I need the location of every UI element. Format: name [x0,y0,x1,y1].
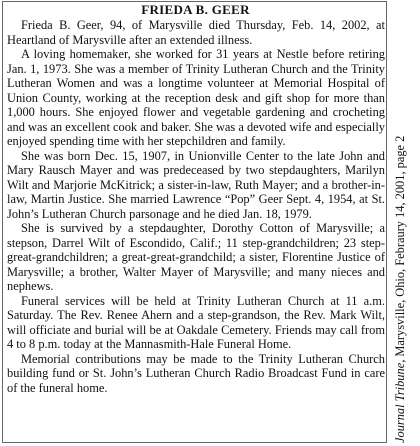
source-citation [393,3,407,443]
paragraph-memorial-contributions: Memorial contributions may be made to the Trinity Lutheran Church building fund or St. John’s Lutheran Church Radio Broadcast Fund in care of the funeral home. [7,351,385,395]
obituary-body [7,18,385,395]
paragraph-death-notice: Frieda B. Geer, 94, of Marysville died Thursday, Feb. 14, 2002, at Heartland of Marysville after an extended illness. [7,18,385,47]
obituary-headline: FRIEDA B. GEER [141,2,250,17]
paragraph-life-summary: A loving homemaker, she worked for 31 years at Nestle before retiring Jan. 1, 1973. She was a member of Trinity Lutheran Church and the Trinity Lutheran Women and was a longtime volunteer at Memorial Hospital of Union County, working at the reception desk and gift shop for more than 1,000 hours. She enjoyed flower and vegetable gardening and crocheting and was an excellent cook and baker. She was a devoted wife and especially enjoyed spending time with her stepchildren and family. [7,47,385,148]
paragraph-survivors: She is survived by a stepdaughter, Dorothy Cotton of Marysville; a stepson, Darrel Wilt of Escondido, Calif.; 11 step-grandchildren; 23 step-great-grandchildren; a great-great-grandchild; a sister, Florentine Justice of Marysville; a brother, Walter Mayer of Marysville; and many nieces and nephews. [7,221,385,293]
obituary-clipping [2,1,387,443]
paragraph-funeral-services: Funeral services will be held at Trinity Lutheran Church at 11 a.m. Saturday. The Rev. Renee Ahern and a step-grandson, the Rev. Mark Wilt, will officiate and burial will be at Oakdale Cemetery. Friends may call from 4 to 8 p.m. today at the Mannasmith-Hale Funeral Home. [7,293,385,351]
source-publication: Journal Tribune [393,362,407,443]
source-details: , Marysville, Ohio, Febraury 14, 2001, page 2 [393,135,407,363]
paragraph-birth-family: She was born Dec. 15, 1907, in Unionville Center to the late John and Mary Rausch Mayer and was predeceased by two stepdaughters, Marilyn Wilt and Marjorie McKitrick; a sister-in-law, Ruth Mayer; and a brother-in-law, Martin Justice. She married Lawrence “Pop” Geer Sept. 4, 1954, at St. John’s Lutheran Church parsonage and he died Jan. 18, 1979. [7,148,385,221]
